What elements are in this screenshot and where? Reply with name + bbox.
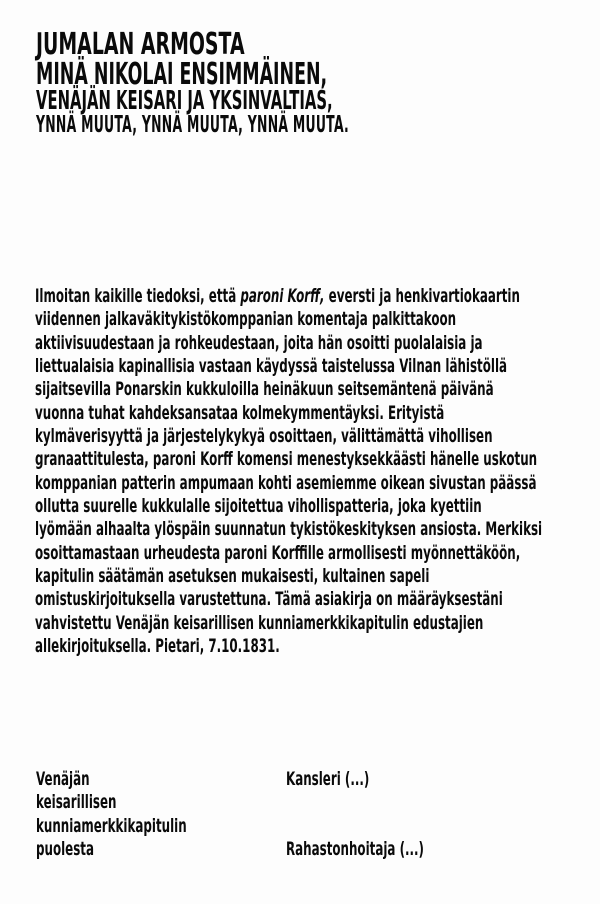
signature-right-block: [286, 768, 549, 861]
body-text: liettualaisia kapinallisia vastaan käydyssä taistelussa Vilnan lähistöllä: [35, 355, 508, 378]
body-line: [35, 588, 573, 611]
body-paragraph: [35, 285, 573, 659]
body-text: viidennen jalkaväkitykistökomppanian komentaja palkittakoon: [35, 308, 457, 331]
body-line: [35, 495, 573, 518]
body-text: kapitulin säätämän asetuksen mukaisesti, kultainen sapeli: [35, 565, 430, 588]
body-text: vahvistettu Venäjän keisarillisen kunniamerkkikapitulin edustajien: [35, 611, 484, 634]
body-line: [35, 472, 573, 495]
signature-left-block: [36, 768, 299, 861]
body-line: [35, 378, 573, 401]
header-line-tsar-name: MINÄ NIKOLAI ENSIMMÄINEN,: [36, 57, 328, 92]
body-text: granaattitulesta, paroni Korff komensi menestyksekkäästi hänelle uskotun: [35, 448, 538, 471]
signature-left-line: keisarillisen: [36, 791, 117, 814]
body-text: lyömään alhaalta ylöspäin suunnatun tykistökeskityksen ansiosta. Merkiksi: [35, 518, 543, 541]
header-line-god: JUMALAN ARMOSTA: [36, 27, 245, 62]
body-text: osoittamastaan urheudesta paroni Korffille armollisesti myönnettäköön,: [35, 541, 521, 564]
body-line: [35, 285, 573, 308]
body-text: Ilmoitan kaikille tiedoksi, että: [35, 285, 241, 307]
body-line: [35, 448, 573, 471]
signature-chancellor: Kansleri (...): [286, 768, 370, 790]
header-line-etcetera: YNNÄ MUUTA, YNNÄ MUUTA, YNNÄ MUUTA.: [36, 112, 350, 138]
body-line: [35, 612, 573, 635]
signature-treasurer: Rahastonhoitaja (...): [286, 838, 424, 861]
body-line: [35, 542, 573, 565]
body-line: [35, 308, 573, 331]
body-text: sijaitsevilla Ponarskin kukkuloilla heinäkuun seitsemäntenä päivänä: [35, 378, 494, 401]
signature-left-line: puolesta: [36, 838, 94, 861]
body-text: komppanian patterin ampumaan kohti asemiemme oikean sivustan päässä: [35, 471, 537, 494]
decree-header: [36, 29, 600, 137]
body-line: [35, 332, 573, 355]
body-text: aktiivisuudestaan ja rohkeudestaan, joita hän osoitti puolalaisia ja: [35, 331, 483, 354]
body-line: [35, 402, 573, 425]
body-text: vuonna tuhat kahdeksansataa kolmekymmentäyksi. Erityistä: [35, 401, 445, 424]
body-line: [35, 635, 573, 658]
body-text: kylmäverisyyttä ja järjestelykykyä osoittaen, välittämättä vihollisen: [35, 425, 493, 448]
body-line: [35, 425, 573, 448]
body-text-italic: paroni Korff,: [240, 285, 325, 307]
body-text: ollutta suurelle kukkulalle sijoitettua vihollispatteria, joka kyettiin: [35, 495, 482, 518]
signature-left-line: Venäjän: [36, 768, 90, 790]
signature-left-line: kunniamerkkikapitulin: [36, 814, 187, 837]
body-text: omistuskirjoituksella varustettuna. Tämä asiakirja on määräyksestäni: [35, 588, 503, 611]
body-line: [35, 518, 573, 541]
body-text: allekirjoituksella. Pietari, 7.10.1831.: [35, 635, 280, 658]
header-line-title: VENÄJÄN KEISARI JA YKSINVALTIAS,: [36, 86, 333, 116]
body-text: eversti ja henkivartiokaartin: [324, 285, 520, 307]
body-line: [35, 565, 573, 588]
body-line: [35, 355, 573, 378]
